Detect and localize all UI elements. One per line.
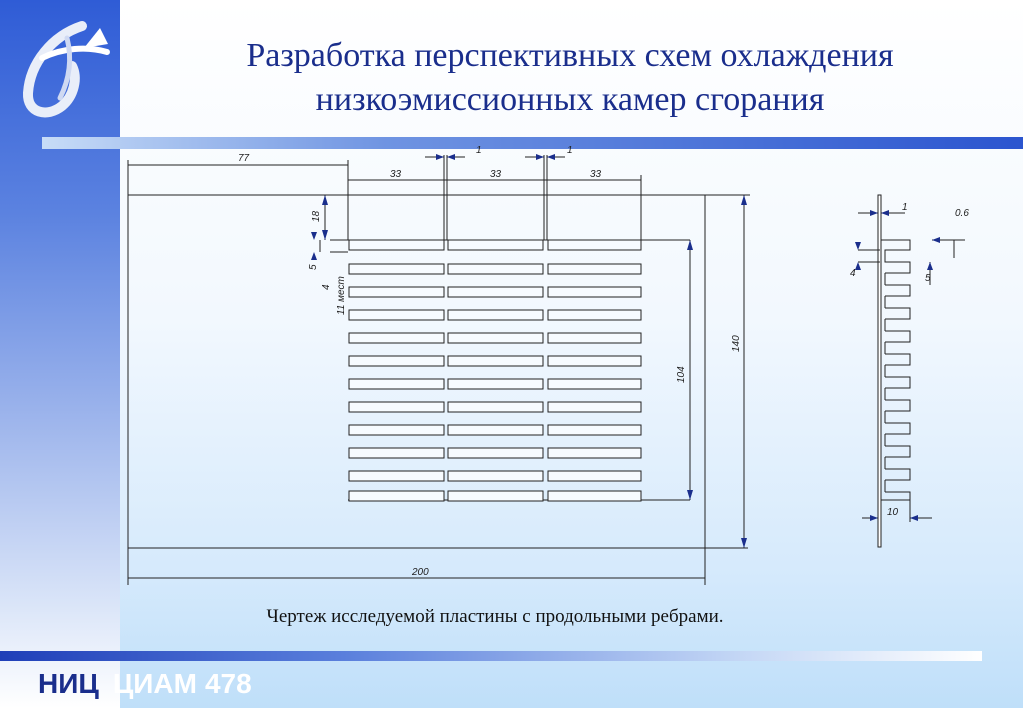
fin-slots bbox=[349, 240, 641, 501]
dim-5: 5 bbox=[308, 264, 319, 270]
title-line-2: низкоэмиссионных камер сгорания bbox=[315, 81, 825, 118]
dim-200: 200 bbox=[412, 567, 429, 578]
section-view bbox=[858, 195, 965, 547]
title-line-1: Разработка перспективных схем охлаждения bbox=[246, 37, 894, 74]
dim-33-c: 33 bbox=[590, 169, 602, 180]
dim-4: 4 bbox=[321, 284, 332, 290]
footer-divider bbox=[0, 651, 982, 661]
dim-77: 77 bbox=[238, 153, 250, 164]
section-dim-10: 10 bbox=[887, 507, 899, 518]
section-dim-4: 4 bbox=[850, 268, 856, 279]
dim-18: 18 bbox=[311, 210, 322, 222]
dim-33-a: 33 bbox=[390, 169, 402, 180]
dim-104: 104 bbox=[676, 366, 687, 383]
slide-number: 478 bbox=[204, 668, 252, 699]
footer bbox=[38, 668, 266, 700]
footer-nic: НИЦ bbox=[38, 668, 99, 699]
section-dim-5: 5 bbox=[925, 273, 931, 284]
dim-140: 140 bbox=[731, 335, 742, 352]
figure-caption: Чертеж исследуемой пластины с продольными ребрами. bbox=[266, 606, 724, 627]
section-dim-1: 1 bbox=[902, 202, 908, 213]
dim-33-b: 33 bbox=[490, 169, 502, 180]
dim-1-right: 1 bbox=[567, 145, 573, 156]
dim-1-left: 1 bbox=[476, 145, 482, 156]
footer-ciam: ЦИАМ bbox=[112, 668, 197, 699]
section-dim-0-6: 0.6 bbox=[955, 208, 969, 219]
dim-11-places: 11 мест bbox=[336, 276, 347, 315]
